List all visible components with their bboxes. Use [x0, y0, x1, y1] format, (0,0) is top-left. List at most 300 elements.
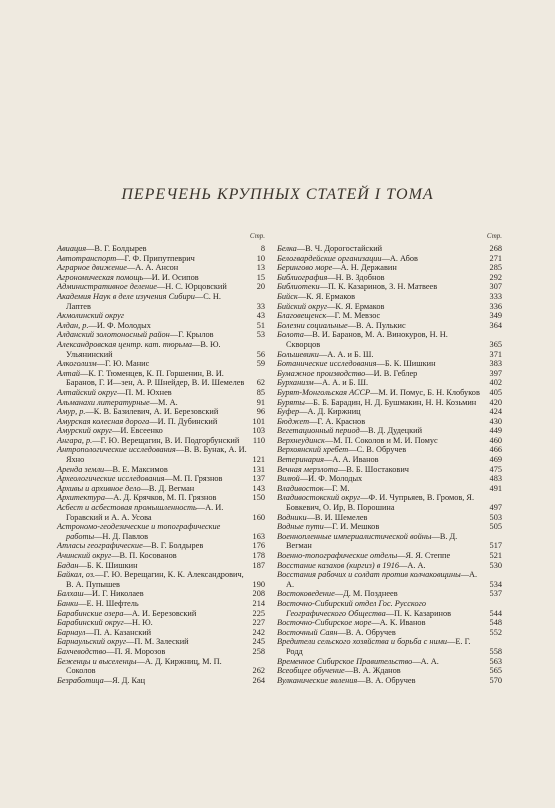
entry-author: —А. А. и Б. Ш.: [318, 349, 374, 359]
entry-author: —А. И. Березовский: [123, 608, 197, 618]
entry-page-number: 424: [489, 407, 502, 417]
entry-page-number: 258: [252, 646, 265, 656]
entry-page-number: 187: [252, 560, 265, 570]
entry-page-number: 383: [489, 359, 502, 369]
entry-page-number: 268: [489, 244, 502, 253]
index-entry: [57, 541, 265, 551]
entry-page-number: 121: [252, 455, 265, 465]
entry-subject: Авиация: [57, 244, 87, 253]
index-entry: [57, 311, 265, 321]
entry-text: [277, 599, 484, 618]
entry-text: [277, 426, 484, 436]
entry-text: [277, 302, 484, 312]
entry-subject: Белка: [277, 244, 297, 253]
entry-subject: Бийск: [277, 291, 298, 301]
entry-page-number: 227: [252, 618, 265, 628]
index-entry: [57, 522, 265, 541]
entry-page-number: 143: [252, 483, 265, 493]
entry-page-number: 131: [252, 464, 265, 474]
entry-text: [277, 359, 484, 369]
entry-page-number: 214: [252, 598, 265, 608]
entry-page-number: 20: [256, 282, 265, 292]
index-entry: [277, 398, 502, 408]
index-entry: [277, 292, 502, 302]
index-entry: [57, 445, 265, 464]
entry-subject: Вилюй: [277, 474, 300, 484]
entry-page-number: 91: [256, 397, 265, 407]
entry-text: [277, 407, 484, 417]
entry-subject: Аграрное движение: [57, 263, 127, 273]
entry-text: [57, 561, 247, 571]
entry-author: —К. В. Базилевич, А. И. Березовский: [85, 407, 219, 417]
entry-author: —А. А. Ансон: [126, 263, 179, 273]
entry-subject: Амур, р.: [57, 407, 86, 417]
entry-text: [57, 330, 247, 340]
entry-author: —А. И. Горавский и А. А. Усова: [66, 503, 224, 522]
entry-text: [57, 637, 247, 647]
entry-subject: Астрономо-геодезические и топографические работы: [57, 522, 221, 541]
entry-page-number: 8: [260, 244, 265, 253]
entry-subject: Банки: [57, 598, 79, 608]
entry-text: [57, 388, 247, 398]
entry-subject: Верхоянский хребет: [277, 445, 349, 455]
index-entry: [277, 484, 502, 494]
index-entry: [277, 455, 502, 465]
entry-author: —Б. Б. Барадин, Н. Д. Бушмакин, Н. Н. Козьмин: [304, 397, 477, 407]
entry-subject: Агрономическая помощь: [57, 272, 144, 282]
entry-page-number: 503: [489, 512, 502, 522]
entry-text: [277, 378, 484, 388]
index-entry: [277, 532, 502, 551]
entry-subject: Буфер: [277, 407, 300, 417]
entry-text: [57, 589, 247, 599]
index-entry: [277, 474, 502, 484]
entry-text: [277, 455, 484, 465]
entry-subject: Болезни социальные: [277, 320, 348, 330]
index-entry: [277, 570, 502, 589]
entry-page-number: 430: [489, 416, 502, 426]
index-entry: [277, 350, 502, 360]
entry-text: [277, 369, 484, 379]
index-entry: [277, 465, 502, 475]
entry-author: —Г. Ю. Манис: [96, 359, 150, 369]
index-entry: [277, 407, 502, 417]
index-entry: [57, 369, 265, 388]
entry-text: [277, 445, 484, 455]
entry-author: —П. Я. Морозов: [106, 646, 166, 656]
entry-text: [57, 599, 247, 609]
entry-author: —В. А. Жданов: [344, 666, 401, 676]
entry-page-number: 333: [489, 291, 502, 301]
index-entry: [57, 609, 265, 619]
entry-page-number: 33: [256, 301, 265, 311]
entry-text: [277, 676, 484, 686]
index-entry: [57, 417, 265, 427]
entry-page-number: 530: [489, 560, 502, 570]
entry-page-number: 570: [489, 675, 502, 685]
entry-page-number: 505: [489, 522, 502, 532]
entry-author: —М. П. Соколов и М. И. Помус: [324, 435, 438, 445]
entry-text: [57, 407, 247, 417]
entry-author: —И. Г. Николаев: [83, 589, 144, 599]
index-entry: [57, 647, 265, 657]
entry-author: —Я. Я. Степпе: [397, 551, 451, 560]
entry-subject: Барнаульский округ: [57, 637, 127, 647]
index-entry: [57, 398, 265, 408]
entry-author: —Г. Ф. Припутпеврич: [116, 253, 195, 263]
entry-subject: Буряты: [277, 397, 305, 407]
entry-author: —С. Н. Лаптев: [66, 291, 221, 311]
entry-text: [57, 369, 247, 388]
index-entry: [57, 618, 265, 628]
index-entry: [277, 330, 502, 349]
entry-text: [277, 551, 484, 561]
entry-author: —В. А. Обручев: [357, 675, 416, 685]
entry-author: —П. К. Казаринов, З. Н. Матвеев: [319, 282, 438, 292]
index-entry: [277, 589, 502, 599]
entry-author: —Н. Д. Павлов: [94, 531, 149, 541]
entry-author: —П. М. Юхнев: [117, 387, 172, 397]
entry-author: —Б. К. Шишкин: [376, 359, 436, 369]
left-entries: [57, 244, 265, 685]
entry-author: —Г. Ю. Верещагин, К. К. Александрович, В. А. Пупышев: [66, 570, 244, 589]
entry-text: [57, 647, 247, 657]
entry-subject: Всеобщее обучение: [277, 666, 345, 676]
entry-subject: Восстание казахов (киргиз) в 1916: [277, 560, 400, 570]
entry-subject: Атласы географические: [57, 541, 143, 551]
index-entry: [277, 666, 502, 676]
index-entry: [57, 359, 265, 369]
entry-page-number: 15: [256, 272, 265, 282]
entry-author: —М. А.: [149, 397, 178, 407]
entry-subject: Бурят-Монгольская АССР: [277, 387, 371, 397]
entry-page-number: 521: [489, 551, 502, 560]
entry-page-number: 466: [489, 445, 502, 455]
index-entry: [57, 273, 265, 283]
entry-subject: Восстания рабочих и солдат против колчаковщины: [277, 570, 461, 580]
entry-author: —П. А. Казанский: [85, 627, 152, 637]
entry-text: [277, 398, 484, 408]
entry-subject: Академия Наук в деле изучения Сибири: [57, 291, 195, 301]
index-entry: [57, 551, 265, 561]
entry-subject: Байкал, оз.: [57, 570, 96, 580]
entry-text: [57, 340, 247, 359]
entry-text: [277, 474, 484, 484]
entry-author: —В. Г. Болдырев: [86, 244, 147, 253]
entry-text: [57, 445, 247, 464]
column-header: Стр.: [486, 232, 502, 240]
entry-subject: Большевики: [277, 349, 319, 359]
entry-author: —М. П. Грязнов: [164, 474, 223, 484]
entry-subject: Вулканические явления: [277, 675, 358, 685]
entry-page-number: 150: [252, 493, 265, 503]
index-entry: [277, 359, 502, 369]
left-column: [57, 228, 265, 685]
entry-page-number: 262: [252, 666, 265, 676]
entry-text: [277, 273, 484, 283]
entry-page-number: 420: [489, 397, 502, 407]
index-entry: [57, 330, 265, 340]
entry-subject: Беженцы и выселенцы: [57, 656, 137, 666]
entry-page-number: 371: [489, 349, 502, 359]
entry-author: —А. Д. Киржниц, М. П. Соколов: [66, 656, 222, 676]
entry-subject: Вечная мерзлота: [277, 464, 338, 474]
entry-author: —И. И. Осипов: [143, 272, 199, 282]
entry-text: [277, 522, 484, 532]
entry-page-number: 285: [489, 263, 502, 273]
entry-text: [57, 417, 247, 427]
index-entry: [57, 321, 265, 331]
entry-page-number: 397: [489, 368, 502, 378]
entry-subject: Амурская колесная дорога: [57, 416, 150, 426]
entry-text: [277, 311, 484, 321]
entry-subject: Аренда земли: [57, 464, 105, 474]
index-entry: [277, 618, 502, 628]
entry-subject: Бадан: [57, 560, 79, 570]
entry-subject: Водные пути: [277, 522, 324, 532]
entry-page-number: 271: [489, 253, 502, 263]
index-entry: [57, 676, 265, 686]
entry-text: [277, 330, 484, 349]
index-entry: [57, 599, 265, 609]
entry-text: [57, 359, 247, 369]
entry-author: —Д. М. Позднеев: [334, 589, 398, 599]
entry-page-number: 137: [252, 474, 265, 484]
entry-author: —В. Д. Вегман: [140, 483, 195, 493]
entry-text: [277, 657, 484, 667]
entry-author: —В. Е. Максимов: [104, 464, 168, 474]
entry-subject: Административное деление: [57, 282, 157, 292]
entry-subject: Ангара, р.: [57, 435, 93, 445]
right-entries: [277, 244, 502, 685]
index-entry: [277, 426, 502, 436]
index-entry: [277, 436, 502, 446]
index-entry: [57, 484, 265, 494]
entry-page-number: 405: [489, 387, 502, 397]
entry-text: [277, 561, 484, 571]
entry-subject: Бийский округ: [277, 301, 328, 311]
entry-author: —К. Я. Ермаков: [297, 291, 356, 301]
index-entry: [277, 445, 502, 455]
entry-subject: Бюджет: [277, 416, 310, 426]
entry-subject: Военнопленные империалистической войны: [277, 531, 432, 541]
entry-subject: Верхнеудинск: [277, 435, 325, 445]
entry-page-number: 13: [256, 263, 265, 273]
index-entry: [57, 254, 265, 264]
entry-text: [277, 321, 484, 331]
index-entry: [57, 493, 265, 503]
entry-subject: Ачинский округ: [57, 551, 112, 560]
index-entry: [57, 503, 265, 522]
entry-page-number: 110: [252, 435, 265, 445]
entry-page-number: 552: [489, 627, 502, 637]
entry-subject: Белогвардейские организации: [277, 253, 382, 263]
entry-author: —Н. С. Юрцовский: [156, 282, 227, 292]
entry-text: [57, 465, 247, 475]
entry-page-number: 264: [252, 675, 265, 685]
index-entry: [57, 263, 265, 273]
entry-text: [57, 609, 247, 619]
index-entry: [57, 628, 265, 638]
entry-text: [277, 350, 484, 360]
entry-author: —Я. Д. Кац: [103, 675, 146, 685]
entry-author: —М. И. Помус, Б. Н. Клобуков: [370, 387, 480, 397]
index-entry: [277, 599, 502, 618]
index-entry: [57, 657, 265, 676]
entry-author: —В. Д. Дудецкий: [359, 426, 423, 436]
entry-text: [277, 465, 484, 475]
entry-author: —Е. Г. Родд: [286, 637, 471, 656]
index-entry: [277, 321, 502, 331]
entry-author: —И. В. Геблер: [365, 368, 418, 378]
entry-page-number: 365: [489, 339, 502, 349]
entry-subject: Автотранспорт: [57, 253, 117, 263]
page-title: ПЕРЕЧЕНЬ КРУПНЫХ СТАТЕЙ I ТОМА: [121, 186, 434, 203]
entry-author: —А. Н. Державин: [332, 263, 397, 273]
entry-page-number: 292: [489, 272, 502, 282]
entry-page-number: 483: [489, 474, 502, 484]
entry-author: —В. Б. Шостакович: [337, 464, 409, 474]
entry-author: —И. Ф. Молодых: [88, 320, 151, 330]
entry-subject: Военно-топографические отделы: [277, 551, 398, 560]
entry-subject: Восточно-Сибирский отдел Гос. Русского Географического Общества: [277, 598, 426, 618]
entry-text: [277, 254, 484, 264]
entry-subject: Бурханизм: [277, 378, 314, 388]
entry-subject: Алданский золотоносный район: [57, 330, 170, 340]
entry-subject: Алтайский округ: [57, 387, 117, 397]
entry-subject: Антропологические исследования: [57, 445, 176, 455]
entry-text: [277, 388, 484, 398]
entry-text: [277, 666, 484, 676]
entry-subject: Альманахи литературные: [57, 397, 150, 407]
column-header: Стр.: [249, 232, 265, 240]
index-entry: [277, 628, 502, 638]
entry-text: [57, 522, 247, 541]
entry-text: [277, 282, 484, 292]
index-entry: [57, 388, 265, 398]
entry-page-number: 548: [489, 618, 502, 628]
index-entry: [57, 426, 265, 436]
entry-page-number: 475: [489, 464, 502, 474]
entry-text: [277, 263, 484, 273]
entry-subject: Вегетационный период: [277, 426, 360, 436]
entry-text: [277, 637, 484, 656]
entry-author: —А. А.: [286, 570, 478, 589]
entry-author: —В. Д. Вегман: [286, 531, 458, 551]
entry-page-number: 85: [256, 387, 265, 397]
entry-text: [57, 551, 247, 561]
entry-text: [57, 657, 247, 676]
entry-subject: Асбест и асбестовая промышленность: [57, 503, 197, 513]
entry-page-number: 101: [252, 416, 265, 426]
index-entry: [277, 676, 502, 686]
index-entry: [277, 302, 502, 312]
entry-page-number: 364: [489, 320, 502, 330]
entry-text: [57, 493, 247, 503]
entry-author: —А. А.: [399, 560, 426, 570]
entry-page-number: 517: [489, 541, 502, 551]
entry-author: —С. В. Обручев: [348, 445, 407, 455]
entry-text: [57, 484, 247, 494]
entry-subject: Барабинские озера: [57, 608, 124, 618]
entry-subject: Восточный Саян: [277, 627, 338, 637]
entry-author: —А. К. Иванов: [371, 618, 426, 628]
entry-text: [57, 292, 247, 311]
index-entry: [57, 637, 265, 647]
index-entry: [277, 282, 502, 292]
entry-page-number: 242: [252, 627, 265, 637]
entry-page-number: 163: [252, 531, 265, 541]
entry-subject: Болота: [277, 330, 304, 340]
entry-page-number: 402: [489, 378, 502, 388]
entry-text: [277, 589, 484, 599]
entry-author: —Б. К. Шишкин: [78, 560, 138, 570]
entry-subject: Владивосток: [277, 483, 324, 493]
entry-page-number: 491: [489, 483, 502, 493]
entry-author: —К. Г. Тюменцев, К. П. Горшенин, В. И. Баранов, Г. И—зен, А. Р. Шнейдер, В. И. Шемелев: [66, 368, 245, 388]
entry-page-number: 537: [489, 589, 502, 599]
entry-page-number: 307: [489, 282, 502, 292]
entry-page-number: 563: [489, 656, 502, 666]
entry-page-number: 56: [256, 349, 265, 359]
entry-text: [57, 436, 247, 446]
entry-author: —Ф. И. Чупрьяев, В. Громов, Я. Бовкевич, О. Ир, В. Порошина: [286, 493, 475, 513]
entry-subject: Алкоголизм: [57, 359, 97, 369]
entry-author: —Г. Ю. Верещагин, В. И. Подгорбунский: [92, 435, 240, 445]
entry-text: [57, 282, 247, 292]
entry-text: [277, 292, 484, 302]
entry-subject: Берингово море: [277, 263, 333, 273]
entry-text: [277, 570, 484, 589]
entry-subject: Бумажное производство: [277, 368, 366, 378]
entry-author: —И. Евсеенко: [112, 426, 163, 436]
index-entry: [277, 378, 502, 388]
entry-text: [277, 628, 484, 638]
index-entry: [277, 657, 502, 667]
entry-author: —Н. В. Здобнов: [327, 272, 385, 282]
index-entry: [57, 407, 265, 417]
entry-subject: Ветеринария: [277, 455, 325, 465]
entry-page-number: 534: [489, 579, 502, 589]
entry-page-number: 225: [252, 608, 265, 618]
entry-author: —А. Абов: [381, 253, 418, 263]
entry-author: —И. П. Дубинский: [149, 416, 218, 426]
entry-author: —А. А. Иванов: [324, 455, 379, 465]
entry-page-number: 59: [256, 359, 265, 369]
entry-author: —В. Г. Болдырев: [142, 541, 204, 551]
entry-subject: Барабинский округ: [57, 618, 124, 628]
entry-text: [57, 570, 247, 589]
entry-author: —В. А. Пулькис: [347, 320, 406, 330]
entry-text: [57, 541, 247, 551]
index-entry: [277, 551, 502, 561]
index-entry: [277, 311, 502, 321]
entry-subject: Библиография: [277, 272, 328, 282]
entry-author: —В. А. Обручев: [337, 627, 396, 637]
entry-subject: Балхаш: [57, 589, 84, 599]
entry-subject: Барнаул: [57, 627, 86, 637]
entry-author: —Г. М. Мевзос: [326, 311, 381, 321]
entry-subject: Архитектура: [57, 493, 105, 503]
entry-text: [277, 618, 484, 628]
entry-author: —Н. Ю.: [123, 618, 153, 628]
entry-page-number: 160: [252, 512, 265, 522]
index-entry: [277, 254, 502, 264]
entry-page-number: 565: [489, 666, 502, 676]
entry-subject: Временное Сибирское Правительство: [277, 656, 413, 666]
entry-text: [57, 398, 247, 408]
entry-author: —В. И. Баранов, М. А. Винокуров, Н. Н. Скворцов: [286, 330, 448, 349]
